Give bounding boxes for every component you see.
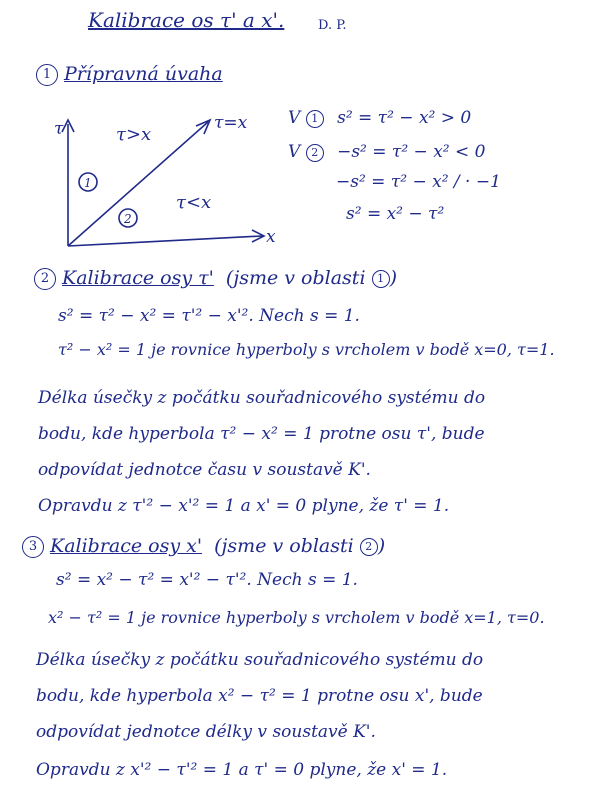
section-3-title: Kalibrace osy x' bbox=[50, 535, 203, 557]
section-2-line-6: Opravdu z τ'² − x'² = 1 a x' = 0 plyne, že τ' = 1. bbox=[38, 496, 450, 516]
section-2-heading bbox=[34, 268, 397, 290]
section-2-line-5: odpovídat jednotce času v soustavě K'. bbox=[38, 460, 371, 480]
section-3-note-close: ) bbox=[377, 535, 386, 557]
section-1-heading bbox=[36, 64, 223, 86]
section-2-line-2: τ² − x² = 1 je rovnice hyperboly s vrcholem v bodě x=0, τ=1. bbox=[58, 340, 555, 359]
section-1-title: Přípravná úvaha bbox=[64, 63, 223, 85]
condition-2-marker: 2 bbox=[306, 144, 324, 162]
spacetime-diagram bbox=[40, 108, 280, 258]
author-initials: D. P. bbox=[318, 18, 347, 33]
region-upper-label: τ>x bbox=[116, 124, 152, 145]
section-2-line-4: bodu, kde hyperbola τ² − x² = 1 protne osu τ', bude bbox=[38, 424, 485, 444]
section-2-title: Kalibrace osy τ' bbox=[62, 267, 214, 289]
region-1-marker: 1 bbox=[84, 176, 92, 190]
condition-2-expr: −s² = τ² − x² < 0 bbox=[337, 142, 486, 162]
section-2-note-marker: 1 bbox=[372, 270, 390, 288]
section-2-note-close: ) bbox=[389, 267, 397, 289]
section-3-line-3: Délka úsečky z počátku souřadnicového systému do bbox=[36, 650, 484, 670]
section-3-note-marker: 2 bbox=[360, 538, 378, 556]
region-2-marker: 2 bbox=[124, 212, 132, 226]
section-3-line-4: bodu, kde hyperbola x² − τ² = 1 protne osu x', bude bbox=[36, 686, 483, 706]
condition-4-expr: s² = x² − τ² bbox=[346, 204, 445, 224]
x-axis-label: x bbox=[266, 227, 276, 247]
section-2-line-1: s² = τ² − x² = τ'² − x'². Nech s = 1. bbox=[58, 306, 360, 326]
section-2-note: (jsme v oblasti bbox=[225, 267, 366, 289]
x-axis bbox=[68, 236, 262, 246]
section-1-number: 1 bbox=[36, 64, 58, 86]
page-title: Kalibrace os τ' a x'. bbox=[88, 8, 285, 32]
section-3-line-6: Opravdu z x'² − τ'² = 1 a τ' = 0 plyne, že x' = 1. bbox=[36, 760, 448, 780]
section-3-heading bbox=[22, 536, 385, 558]
condition-1-expr: s² = τ² − x² > 0 bbox=[337, 108, 472, 128]
condition-2-check: V bbox=[288, 142, 301, 162]
condition-3-expr: −s² = τ² − x² / · −1 bbox=[336, 172, 501, 192]
light-line-label: τ=x bbox=[214, 113, 248, 133]
section-3-line-1: s² = x² − τ² = x'² − τ'². Nech s = 1. bbox=[56, 570, 358, 590]
tau-axis-label: τ bbox=[54, 119, 64, 139]
condition-1-check: V bbox=[288, 108, 301, 128]
section-3-line-5: odpovídat jednotce délky v soustavě K'. bbox=[36, 722, 376, 742]
section-3-line-2: x² − τ² = 1 je rovnice hyperboly s vrcholem v bodě x=1, τ=0. bbox=[48, 608, 545, 627]
section-2-number: 2 bbox=[34, 268, 56, 290]
region-lower-label: τ<x bbox=[176, 192, 212, 213]
section-3-number: 3 bbox=[22, 536, 44, 558]
condition-1 bbox=[288, 108, 471, 128]
condition-2 bbox=[288, 142, 485, 162]
section-2-line-3: Délka úsečky z počátku souřadnicového systému do bbox=[38, 388, 486, 408]
condition-1-marker: 1 bbox=[306, 110, 324, 128]
section-3-note: (jsme v oblasti bbox=[214, 535, 354, 557]
